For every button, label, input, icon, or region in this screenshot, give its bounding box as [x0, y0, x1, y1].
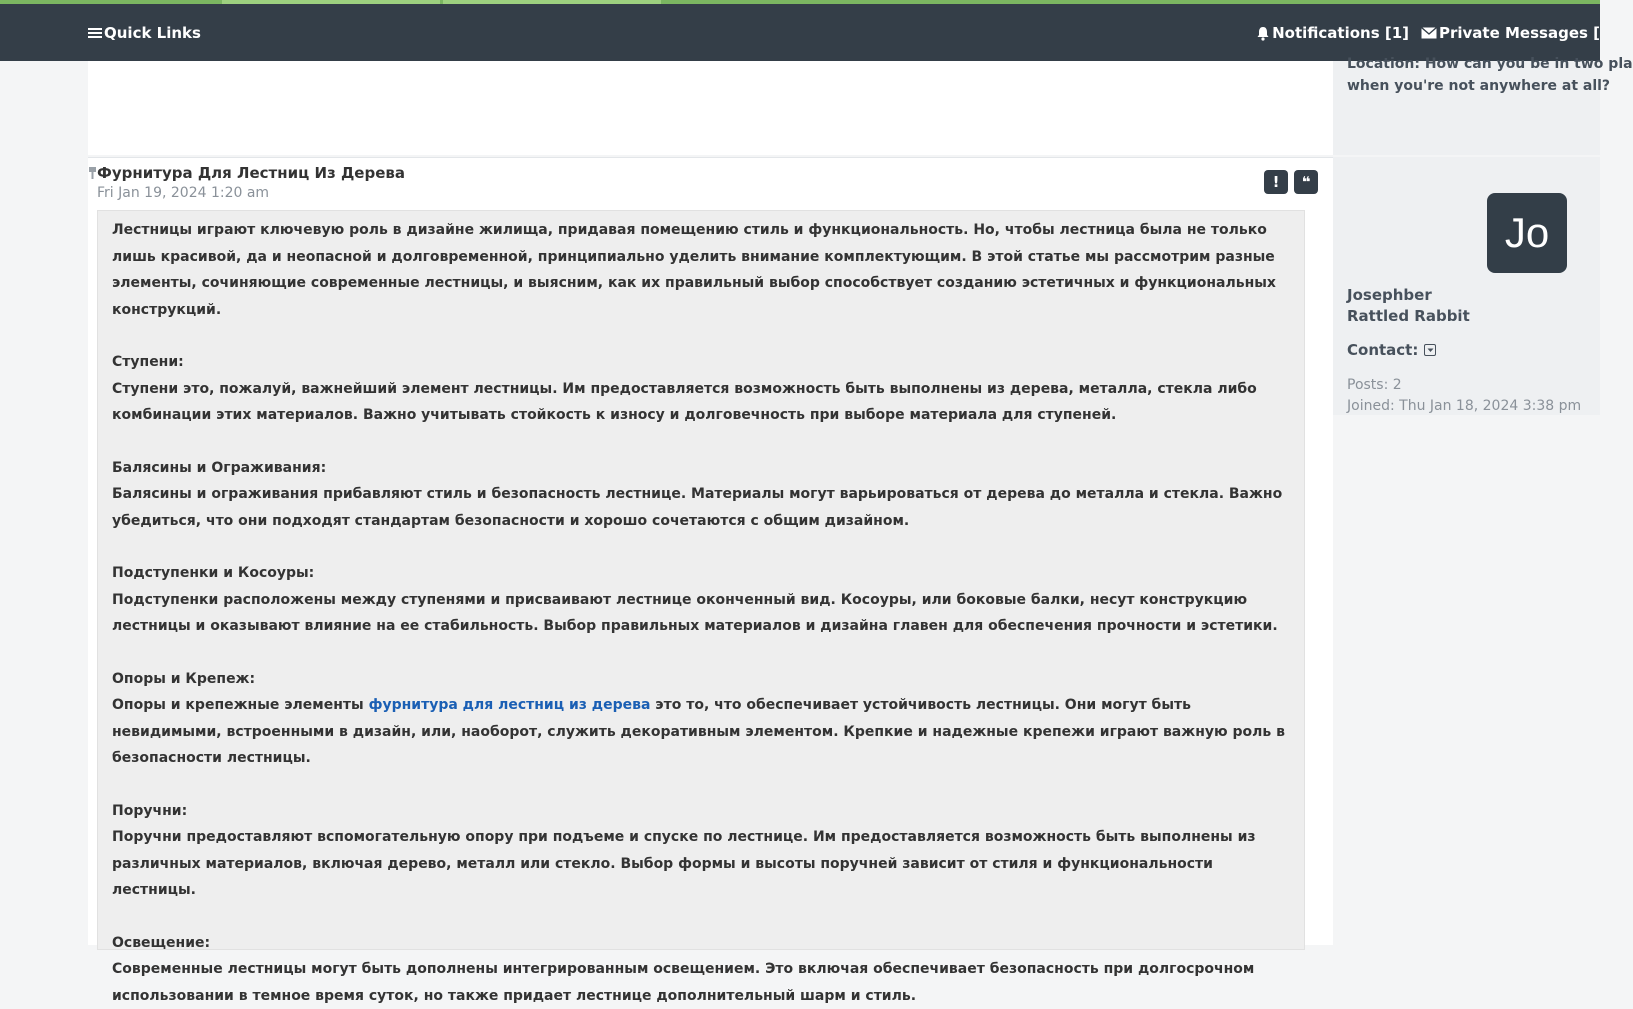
- quote-icon: ❝: [1302, 173, 1311, 191]
- section-title: Подступенки и Косоуры:: [112, 565, 314, 581]
- section-title: Поручни:: [112, 803, 187, 819]
- post-title[interactable]: Фурнитура Для Лестниц Из Дерева: [97, 164, 405, 182]
- contact-dropdown-icon[interactable]: [1424, 344, 1436, 356]
- stair-fittings-link[interactable]: фурнитура для лестниц из дерева: [369, 697, 651, 713]
- section-text: Современные лестницы могут быть дополнены интегрированным освещением. Это включая обеспечивает безопасность при долгосрочном использовании в темное время суток, но также придает лестнице дополнительный шарм и стиль.: [112, 961, 1254, 1004]
- section-text: Подступенки расположены между ступенями и присваивают лестнице оконченный вид. Косоуры, или боковые балки, несут конструкцию лестницы и оказывают влияние на ее стабильность. Выбор правильных материалов и дизайна главен для обеспечения прочности и эстетики.: [112, 592, 1278, 635]
- avatar[interactable]: [1487, 193, 1567, 273]
- location-line-1: Location: How can you be in two pla: [1347, 53, 1617, 75]
- section-balusters: [112, 455, 1290, 535]
- post-body: [97, 210, 1305, 950]
- avatar-initials: Jo: [1505, 209, 1549, 257]
- envelope-icon: [1421, 27, 1437, 39]
- post-date: Fri Jan 19, 2024 1:20 am: [97, 185, 269, 201]
- post-profile: [1333, 157, 1600, 415]
- quote-button[interactable]: [1294, 170, 1318, 194]
- post-actions: [1264, 170, 1318, 194]
- quick-links-label: Quick Links: [104, 24, 201, 42]
- section-title: Опоры и Крепеж:: [112, 671, 255, 687]
- report-label: !: [1273, 173, 1280, 191]
- previous-profile-location: [1347, 53, 1617, 97]
- post-title-row: [88, 164, 405, 182]
- section-title: Ступени:: [112, 354, 184, 370]
- user-rank: Rattled Rabbit: [1347, 307, 1470, 325]
- previous-post-profile: [1333, 61, 1600, 155]
- notifications-label: Notifications [1]: [1272, 24, 1409, 42]
- section-text: Поручни предоставляют вспомогательную опору при подъеме и спуске по лестнице. Им предоставляется возможность быть выполнены из различных материалов, включая дерево, металл или стекло. Выбор формы и высоты поручней зависит от стиля и функциональности лестницы.: [112, 829, 1256, 898]
- section-supports: [112, 666, 1290, 772]
- report-button[interactable]: [1264, 170, 1288, 194]
- bell-icon: [1256, 26, 1270, 41]
- location-line-2: when you're not anywhere at all?: [1347, 75, 1617, 97]
- private-messages-label: Private Messages [: [1439, 24, 1600, 42]
- joined-date: [1347, 398, 1581, 414]
- quick-links-button[interactable]: [88, 22, 201, 44]
- hamburger-icon: [88, 27, 102, 39]
- pin-icon: [88, 166, 97, 180]
- previous-post-tail: [88, 61, 1333, 155]
- private-messages-link[interactable]: [1421, 24, 1600, 42]
- post: [88, 157, 1333, 945]
- section-risers: [112, 560, 1290, 640]
- post-intro: Лестницы играют ключевую роль в дизайне жилища, придавая помещению стиль и функциональность. Но, чтобы лестница была не только лишь красивой, да и неопасной и долговременной, принципиально уделить внимание комплектующим. В этой статье мы рассмотрим разные элементы, сочиняющие современные лестницы, и выясним, как их правильный выбор способствует созданию эстетичных и функциональных конструкций.: [112, 217, 1290, 323]
- posts-value[interactable]: 2: [1393, 377, 1402, 393]
- section-handrails: [112, 798, 1290, 904]
- contact-label: Contact:: [1347, 341, 1418, 359]
- section-text: Ступени это, пожалуй, важнейший элемент лестницы. Им предоставляется возможность быть выполнены из дерева, металла, стекла либо комбинации этих материалов. Важно учитывать стойкость к износу и долговечность при выборе материала для ступеней.: [112, 381, 1257, 424]
- username-link[interactable]: Josephber: [1347, 286, 1432, 304]
- contact-row: [1347, 341, 1436, 359]
- post-count: [1347, 377, 1402, 393]
- joined-label: Joined:: [1347, 398, 1395, 414]
- section-lighting: [112, 930, 1290, 1009]
- notifications-link[interactable]: [1256, 24, 1409, 42]
- section-title: Балясины и Ограживания:: [112, 460, 326, 476]
- posts-label: Posts:: [1347, 377, 1388, 393]
- section-title: Освещение:: [112, 935, 210, 951]
- section-text-before-link: Опоры и крепежные элементы: [112, 697, 369, 713]
- section-text-after-link: это то, что обеспечивает устойчивость лестницы. Они могут быть невидимыми, встроенными в дизайн, или, наоборот, служить декоративным элементом. Крепкие и надежные крепежи играют важную роль в безопасности лестницы.: [112, 697, 1285, 766]
- page-content: [0, 61, 1600, 944]
- section-text: Балясины и ограживания прибавляют стиль и безопасность лестнице. Материалы могут варьироваться от дерева до металла и стекла. Важно убедиться, что они подходят стандартам безопасности и хорошо сочетаются с общим дизайном.: [112, 486, 1282, 529]
- section-steps: [112, 349, 1290, 429]
- joined-value: Thu Jan 18, 2024 3:38 pm: [1399, 398, 1581, 414]
